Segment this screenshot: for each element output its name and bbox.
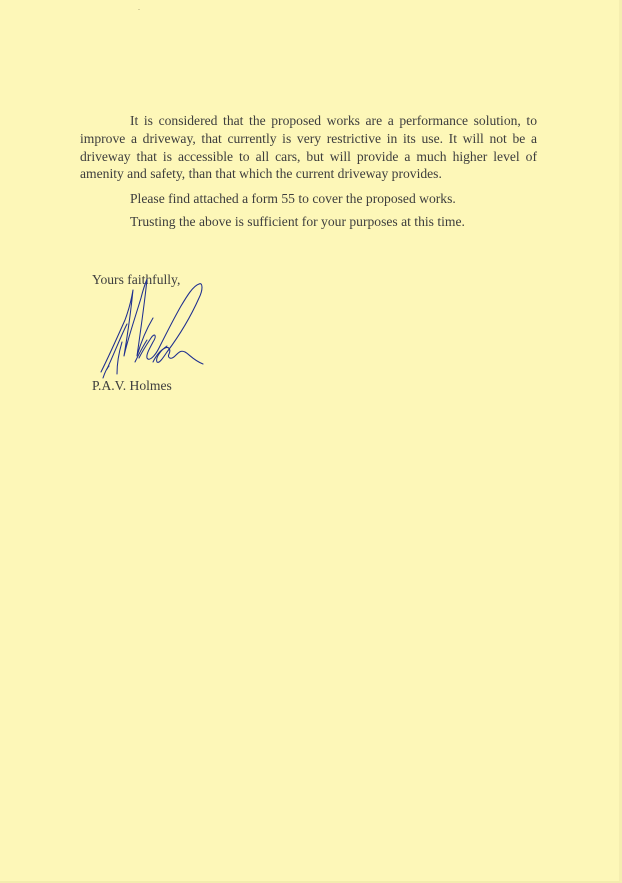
paper-speck — [138, 9, 140, 10]
closing-salutation: Yours faithfully, — [92, 272, 181, 287]
letter-body — [80, 112, 537, 238]
paragraph-trusting: Trusting the above is sufficient for your purposes at this time. — [130, 213, 465, 229]
handwritten-signature — [95, 276, 205, 384]
paragraph-attached-form: Please find attached a form 55 to cover the proposed works. — [130, 191, 456, 207]
signatory-name: P.A.V. Holmes — [92, 378, 172, 393]
paragraph-performance-solution: It is considered that the proposed works are a performance solution, to improve a driveway, that currently is very restrictive in its use. It will not be a driveway that is accessible to all cars, but will provide a much higher level of amenity and safety, than that which the current driveway provides. — [80, 113, 537, 182]
